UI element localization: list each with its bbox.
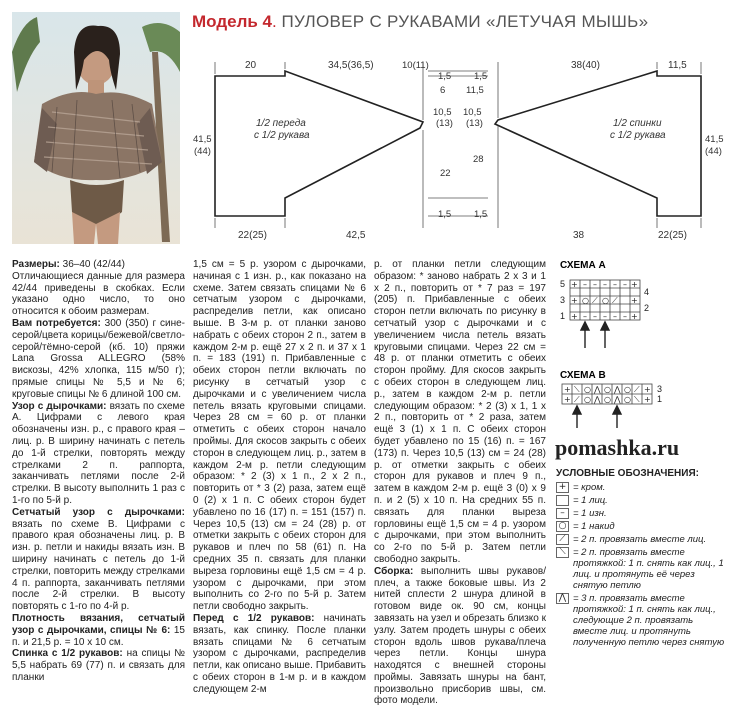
front-outline — [215, 71, 423, 216]
schema-a — [556, 258, 676, 358]
legend-symbol-icon: ⟍ — [556, 547, 569, 558]
svg-text:–: – — [613, 280, 617, 289]
paragraph-text: начинать вязать, как спинку. После планки вязать спицами № 6 сетчатым узором с дырочками, распределив петли, как описано выше. Прибавить с обеих сторон в 1-м р. и в каждом следующем 2-м — [193, 612, 366, 695]
dim-10-5-a: 10,5 — [433, 107, 452, 118]
paragraph-text: вязать по схеме А. Цифрами с левого края обозначены изн. р., с правого края – лиц. р. В ширину начинать с петель до 1-й стрелки, повторять между стрелками 2 п. раппорта, заканчивать петлями после 2-й стрелки. В высоту выполнить 1 раз с 1-го по 5-й р. — [12, 400, 185, 506]
svg-text:2: 2 — [644, 303, 650, 313]
paragraph-heading: Плотность вязания, сетчатый узор с дырочками, спицы № 6: — [12, 612, 185, 636]
paragraph-heading: Сборка: — [374, 565, 414, 577]
paragraph — [12, 271, 185, 318]
svg-text:–: – — [613, 312, 617, 321]
legend-symbol-icon — [556, 495, 569, 506]
svg-text:○: ○ — [584, 385, 591, 394]
paragraph-text: Отличающиеся данные для размера 42/44 приведены в скобках. Если указано одно число, то оно относится к обоим размерам. — [12, 270, 185, 318]
model-title: ПУЛОВЕР С РУКАВАМИ «ЛЕТУЧАЯ МЫШЬ» — [281, 12, 649, 31]
text-column-1 — [12, 259, 185, 684]
dim-1-5-b: 1,5 — [438, 209, 452, 220]
text-column-2 — [193, 259, 366, 695]
paragraph-heading: Сетчатый узор с дырочками: — [12, 506, 185, 518]
legend-item — [556, 495, 728, 506]
svg-text:–: – — [583, 280, 587, 289]
dim-6: 6 — [440, 85, 446, 96]
svg-text:+: + — [631, 280, 638, 289]
svg-text:3: 3 — [560, 295, 566, 305]
paragraph — [193, 259, 366, 613]
dim-1-5-a: 1,5 — [438, 71, 452, 82]
legend-item — [556, 534, 728, 545]
paragraph — [12, 259, 185, 271]
svg-text:+: + — [644, 395, 651, 404]
svg-text:5: 5 — [560, 279, 566, 289]
svg-text:+: + — [644, 385, 651, 394]
dim-11-5-neck: 11,5 — [466, 85, 484, 96]
svg-text:–: – — [593, 280, 597, 289]
legend-item — [556, 508, 728, 519]
model-photo — [12, 12, 180, 244]
dim-13-b: (13) — [466, 118, 483, 129]
svg-text:–: – — [593, 312, 597, 321]
paragraph — [12, 613, 185, 648]
schema-b-title: СХЕМА B — [560, 370, 606, 381]
schema-b — [556, 368, 676, 432]
dim-1-5-d: 1,5 — [474, 209, 488, 220]
svg-text:3: 3 — [657, 384, 663, 394]
legend-item — [556, 521, 728, 532]
svg-text:1: 1 — [657, 394, 663, 404]
svg-text:+: + — [571, 296, 578, 305]
legend-text: = 2 п. провязать вместе протяжкой: 1 п. снять как лиц., 1 лиц. и протянуть её через снятую петлю — [573, 547, 724, 591]
paragraph-heading: Узор с дырочками: — [12, 400, 107, 412]
svg-text:1: 1 — [560, 311, 566, 321]
svg-text:–: – — [623, 280, 627, 289]
paragraph-text: на спицы № 5,5 набрать 69 (77) п. и связать для планки — [12, 648, 186, 683]
svg-text:+: + — [631, 296, 638, 305]
dim-38: 38 — [573, 230, 585, 241]
symbols-legend — [556, 468, 728, 650]
svg-text:+: + — [571, 312, 578, 321]
legend-text: = 2 п. провязать вместе лиц. — [573, 534, 707, 545]
paragraph-text: р. от планки петли следующим образом: * заново набрать 2 x 3 и 1 x 2 п., повторить от * 7 раз = 197 (205) п. Прибавленные с обеих сторон петли включать по рисунку в сетчатый узор с дырочками и с увеличением числа петель вязать круговыми спицами. Через 22 см = 48 р. от планки отметить с обеих сторон пройму. Для скосов закрыть с обеих сторон в следующем лиц. р., затем в каждом 2-м р. петли следующим образом: * 2 (3) x 1, 1 x 2 п., повторить от * 2 раза, затем ещё 3 (1) x 1 п. С обеих сторон будет убавлено по 15 (16) п. = 167 (173) п. Через 10,5 (13) см = 24 (28) р. от отметки закрыть с обеих сторон для рукавов и плеч 9 п., затем в каждом 2-м р. ещё 3 (0) x 9 п. и 2 (5) x 10 п. На средних 55 п. связать для планки выреза горловины ещё 1,5 см = 4 р. узором с дырочками, при этом выполнить со 2-го по 5-й р. Затем петли свободно закрыть. — [374, 259, 546, 565]
legend-text: = 1 изн. — [573, 508, 607, 519]
dim-44-left: (44) — [194, 146, 211, 157]
dim-bottom-left: 22(25) — [238, 230, 267, 241]
paragraph-text: 300 (350) г сине-серой/цвета корицы/бежевой/светло-серой/тёмно-серой (кб. 10) пряжи Lana Grossa ALLEGRO (58% вискозы, 42% хлопка, 115 м/50 г); прямые спицы № 5,5 и № 6; круговые спицы № 6 длиной 100 см. — [12, 317, 185, 400]
site-watermark: pomashka.ru — [555, 435, 680, 460]
paragraph-text: вязать по схеме В. Цифрами с правого края обозначены лиц. р. В изн. р. петли и накиды вязать изн. В ширину начинать с петель до 1-й стрелки, повторить между стрелками 4 п. раппорта, заканчивать петлями после 2-й стрелки. В высоту повторять с 1-го по 4-й р. — [12, 518, 185, 613]
paragraph-heading: Спинка с 1/2 рукавов: — [12, 648, 123, 660]
paragraph-text: 1,5 см = 5 р. узором с дырочками, начиная с 1 изн. р., как показано на схеме. Затем связать спицами № 6 сетчатым узором с дырочками, распределив петли, как описано выше. В 3-м р. от планки заново набрать с обеих сторон 2 п., затем в каждом 2-м р. ещё 27 x 2 п. и 37 x 1 п. = 183 (191) п. Прибавленные с обеих сторон петли включать по рисунку в сетчатый узор с дырочками и с увеличением числа петель вязать круговыми спицами. Через 28 см = 60 р. от планки отметить с обеих сторон начало проймы. Для скосов закрыть с обеих сторон в следующем лиц. р., затем в каждом 2-м р. петли следующим образом: * 2 (3) x 1 п., 2 x 2 п., повторить от * 3 (2) раза, затем ещё 0 (2) x 1 п. С обеих сторон будет убавлено по 16 (17) п. = 151 (157) п. Через 10,5 (13) см = 24 (28) р. от отметки закрыть с обеих сторон для рукавов и плеч по 58 (61) п. На средних 35 п. связать для планки выреза горловины ещё 1,5 см = 4 р. узором с дырочками, при этом выполнить со 2-го по 5-й р. Затем петли свободно закрыть. — [193, 259, 366, 613]
dim-13-a: (13) — [436, 118, 453, 129]
dim-41-5-left: 41,5 — [193, 134, 212, 145]
paragraph-text: выполнить швы рукавов/плеч, а также боковые швы. Из 2 нитей сплести 2 шнура длиной в готовом виде ок. 90 см, концы завязать на узел и обрезать близко к узлу. Затем продеть шнуры с обеих сторон вдоль швов рукава/плеча через петли. Концы шнура находятся с внешней стороны проймы. Завязать шнуры на бант, произвольно присборив швы, см. фото модели. — [374, 565, 546, 707]
svg-text:⟋: ⟋ — [634, 385, 640, 394]
svg-text:⋀: ⋀ — [594, 385, 601, 394]
back-outline — [495, 71, 701, 216]
dim-top-mid: 34,5(36,5) — [328, 60, 374, 71]
dim-38-40: 38(40) — [571, 60, 600, 71]
paragraph-text: 15 п. и 21,5 р. = 10 x 10 см. — [12, 624, 185, 648]
paragraph — [12, 318, 185, 401]
legend-text: = 1 лиц. — [573, 495, 608, 506]
svg-text:⟋: ⟋ — [574, 395, 580, 404]
svg-text:⋀: ⋀ — [594, 395, 601, 404]
svg-text:+: + — [631, 312, 638, 321]
svg-text:+: + — [564, 385, 571, 394]
paragraph — [12, 507, 185, 613]
svg-text:⋀: ⋀ — [614, 385, 621, 394]
legend-symbol-icon: ⟋ — [556, 534, 569, 545]
svg-text:○: ○ — [624, 395, 631, 404]
svg-text:○: ○ — [602, 296, 609, 305]
svg-text:–: – — [623, 312, 627, 321]
dim-bottom-right: 22(25) — [658, 230, 687, 241]
paragraph-text: 36–40 (42/44) — [59, 259, 125, 270]
svg-text:○: ○ — [624, 385, 631, 394]
svg-text:⟍: ⟍ — [634, 395, 640, 404]
svg-text:⟋: ⟋ — [592, 296, 598, 305]
dim-44-right: (44) — [705, 146, 722, 157]
legend-text: = 3 п. провязать вместе протяжкой: 1 п. снять как лиц., следующие 2 п. провязать вместе лиц. и протянуть полученную петлю через снятую — [573, 593, 725, 648]
legend-text: = 1 накид — [573, 521, 615, 532]
svg-text:○: ○ — [584, 395, 591, 404]
model-number: Модель 4 — [192, 12, 272, 31]
dim-11-5-right: 11,5 — [668, 60, 687, 71]
dim-41-5-right: 41,5 — [705, 134, 724, 145]
svg-text:–: – — [603, 280, 607, 289]
legend-symbol-icon: ○ — [556, 521, 569, 532]
legend-title: УСЛОВНЫЕ ОБОЗНАЧЕНИЯ: — [556, 468, 699, 479]
svg-text:○: ○ — [604, 385, 611, 394]
dim-10-5-b: 10,5 — [463, 107, 482, 118]
paragraph-heading: Перед с 1/2 рукавов: — [193, 612, 315, 624]
svg-text:○: ○ — [582, 296, 589, 305]
paragraph — [374, 566, 546, 707]
svg-text:⋀: ⋀ — [614, 395, 621, 404]
svg-text:+: + — [571, 280, 578, 289]
schema-a-title: СХЕМА A — [560, 260, 606, 271]
dim-28: 28 — [473, 154, 484, 165]
paragraph-heading: Вам потребуется: — [12, 317, 101, 329]
dim-42-5: 42,5 — [346, 230, 366, 241]
svg-text:+: + — [564, 395, 571, 404]
dim-1-5-c: 1,5 — [474, 71, 488, 82]
dim-22: 22 — [440, 168, 451, 179]
paragraph-heading: Размеры: — [12, 259, 60, 270]
svg-text:–: – — [603, 312, 607, 321]
dim-top-left: 20 — [245, 60, 257, 71]
paragraph — [374, 259, 546, 566]
back-label-2: с 1/2 рукава — [610, 130, 666, 141]
page-title: Модель 4. ПУЛОВЕР С РУКАВАМИ «ЛЕТУЧАЯ МЫШЬ» — [192, 12, 649, 31]
legend-text: = кром. — [573, 482, 606, 493]
svg-text:4: 4 — [644, 287, 650, 297]
pattern-schematic — [188, 52, 728, 248]
legend-symbol-icon: ⋀ — [556, 593, 569, 604]
text-column-3 — [374, 259, 546, 707]
front-label-1: 1/2 переда — [256, 118, 306, 129]
legend-symbol-icon: – — [556, 508, 569, 519]
front-label-2: с 1/2 рукава — [254, 130, 310, 141]
legend-item — [556, 593, 728, 648]
legend-symbol-icon: + — [556, 482, 569, 493]
dim-neck-left: 10(11) — [402, 60, 429, 71]
legend-item — [556, 547, 728, 591]
paragraph — [193, 613, 366, 696]
legend-item — [556, 482, 728, 493]
svg-text:–: – — [583, 312, 587, 321]
svg-text:○: ○ — [604, 395, 611, 404]
svg-text:⟍: ⟍ — [574, 385, 580, 394]
paragraph — [12, 401, 185, 507]
back-label-1: 1/2 спинки — [613, 118, 662, 129]
svg-text:⟋: ⟋ — [612, 296, 618, 305]
